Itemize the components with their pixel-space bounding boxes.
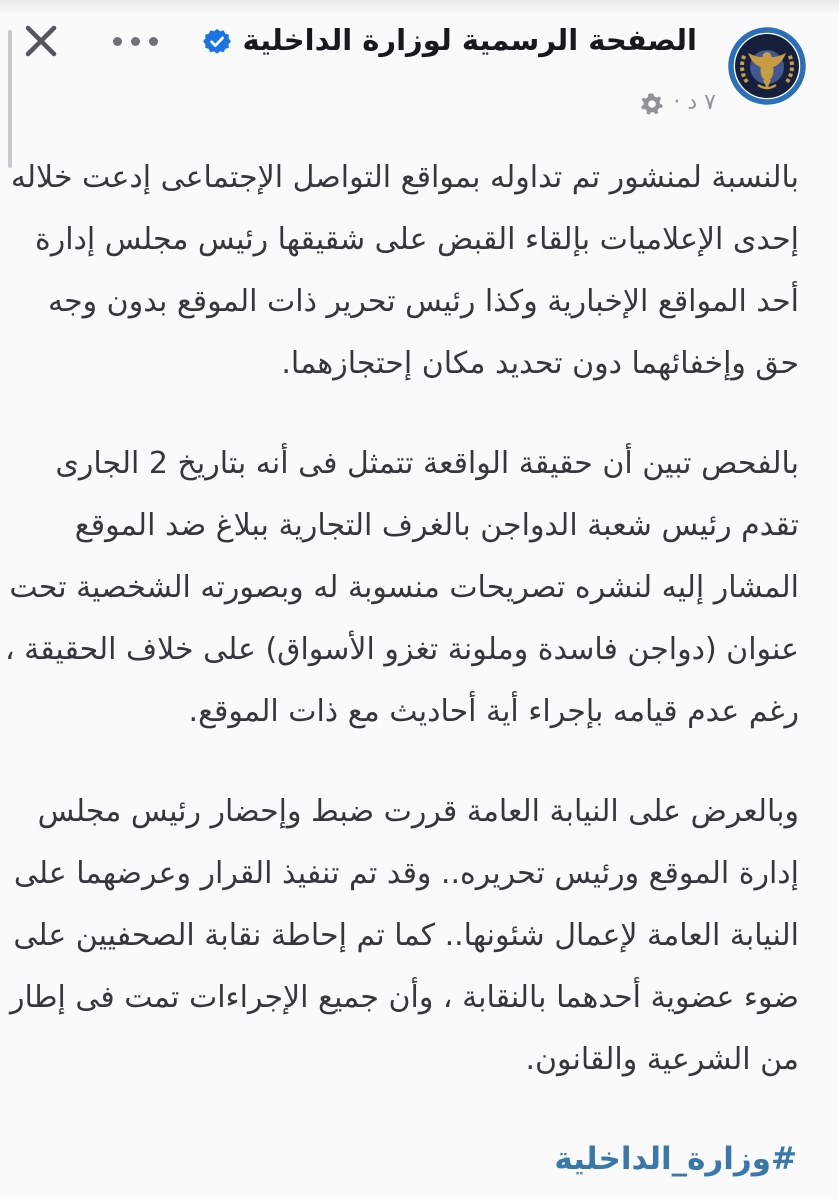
avatar[interactable] — [727, 26, 807, 106]
post-text-line: إدارة الموقع ورئيس تحريره.. وقد تم تنفيذ القرار وعرضهما على — [13, 856, 799, 891]
top-shadow — [0, 0, 839, 14]
close-button[interactable] — [20, 21, 62, 63]
post-timestamp: ٧ د · — [673, 90, 716, 115]
post-text-line: إحدى الإعلاميات بإلقاء القبض على شقيقها رئيس مجلس إدارة — [35, 222, 799, 257]
post-text-line: تقدم رئيس شعبة الدواجن بالغرف التجارية ببلاغ ضد الموقع — [74, 508, 799, 543]
post-text-line: ضوء عضوية أحدهما بالنقابة ، وأن جميع الإجراءات تمت فى إطار — [10, 980, 799, 1015]
close-icon — [21, 21, 61, 64]
post-text-line: المشار إليه لنشره تصريحات منسوبة له وبصورته الشخصية تحت — [9, 570, 799, 605]
post-body — [4, 147, 799, 1129]
post-paragraph — [4, 433, 799, 743]
post-text-line: بالفحص تبين أن حقيقة الواقعة تتمثل فى أنه بتاريخ 2 الجارى — [55, 446, 799, 481]
post-text-line: حق وإخفائهما دون تحديد مكان إحتجازهما. — [281, 346, 799, 381]
gear-icon — [640, 92, 664, 116]
page-title-row[interactable] — [203, 20, 697, 60]
more-options-icon — [113, 37, 158, 46]
post-text-line: بالنسبة لمنشور تم تداوله بمواقع التواصل الإجتماعى إدعت خلاله — [10, 160, 799, 195]
post-text-line: النيابة العامة لإعمال شئونها.. كما تم إحاطة نقابة الصحفيين على — [13, 918, 799, 953]
police-eagle-emblem-icon — [727, 91, 807, 110]
post-text-line: وبالعرض على النيابة العامة قررت ضبط وإحضار رئيس مجلس — [37, 794, 799, 829]
post-paragraph — [10, 781, 799, 1091]
post-paragraph — [10, 147, 799, 395]
post-text-line: من الشرعية والقانون. — [525, 1042, 799, 1077]
post-timestamp-row[interactable] — [640, 88, 716, 118]
more-options-button[interactable] — [108, 28, 162, 54]
hashtag-link[interactable]: #وزارة_الداخلية — [554, 1141, 797, 1177]
post-text-line: رغم عدم قيامه بإجراء أية أحاديث مع ذات الموقع. — [188, 694, 799, 729]
post-text-line: أحد المواقع الإخبارية وكذا رئيس تحرير ذات الموقع بدون وجه — [48, 284, 799, 319]
post-text-line: عنوان (دواجن فاسدة وملونة تغزو الأسواق) على خلاف الحقيقة ، — [4, 632, 799, 667]
page-title: الصفحة الرسمية لوزارة الداخلية — [242, 23, 697, 57]
verified-badge-icon — [203, 28, 231, 56]
